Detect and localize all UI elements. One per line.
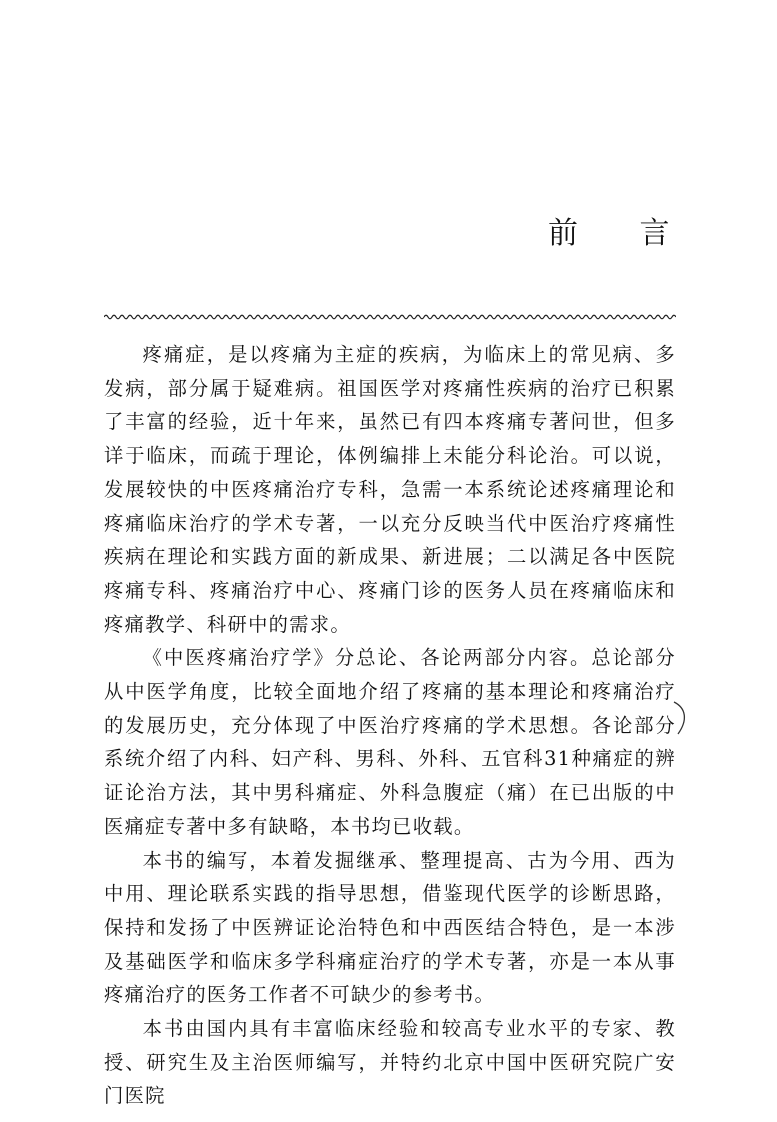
page-title: 前 言 (548, 216, 696, 251)
paragraph-1: 疼痛症，是以疼痛为主症的疾病，为临床上的常见病、多发病，部分属于疑难病。祖国医学对疼痛性疾病的治疗已积累了丰富的经验，近十年来，虽然已有四本疼痛专著问世，但多详于临床，而疏于理论，体例编排上未能分科论治。可以说，发展较快的中医疼痛治疗专科，急需一本系统论述疼痛理论和疼痛临床治疗的学术专著，一以充分反映当代中医治疗疼痛性疾病在理论和实践方面的新成果、新进展；二以满足各中医院疼痛专科、疼痛治疗中心、疼痛门诊的医务人员在疼痛临床和疼痛教学、科研中的需求。 (104, 343, 676, 636)
handwritten-bracket-mark (672, 700, 690, 736)
wavy-divider-line (104, 315, 676, 319)
paragraph-3: 本书的编写，本着发掘继承、整理提高、古为今用、西为中用、理论联系实践的指导思想，借鉴现代医学的诊断思路，保持和发扬了中医辨证论治特色和中西医结合特色，是一本涉及基础医学和临床多学科痛症治疗的学术专著，亦是一本从事疼痛治疗的医务工作者不可缺少的参考书。 (104, 848, 676, 1007)
wavy-divider (104, 312, 676, 322)
preface-body (104, 338, 676, 1113)
paragraph-2: 《中医疼痛治疗学》分总论、各论两部分内容。总论部分从中医学角度，比较全面地介绍了疼痛的基本理论和疼痛治疗的发展历史，充分体现了中医治疗疼痛的学术思想。各论部分系统介绍了内科、妇产科、男科、外科、五官科31种痛症的辨证论治方法，其中男科痛症、外科急腹症（痛）在已出版的中医痛症专著中多有缺略，本书均已收载。 (104, 646, 676, 838)
paragraph-4: 本书由国内具有丰富临床经验和较高专业水平的专家、教授、研究生及主治医师编写，并特约北京中国中医研究院广安门医院 (104, 1017, 676, 1108)
